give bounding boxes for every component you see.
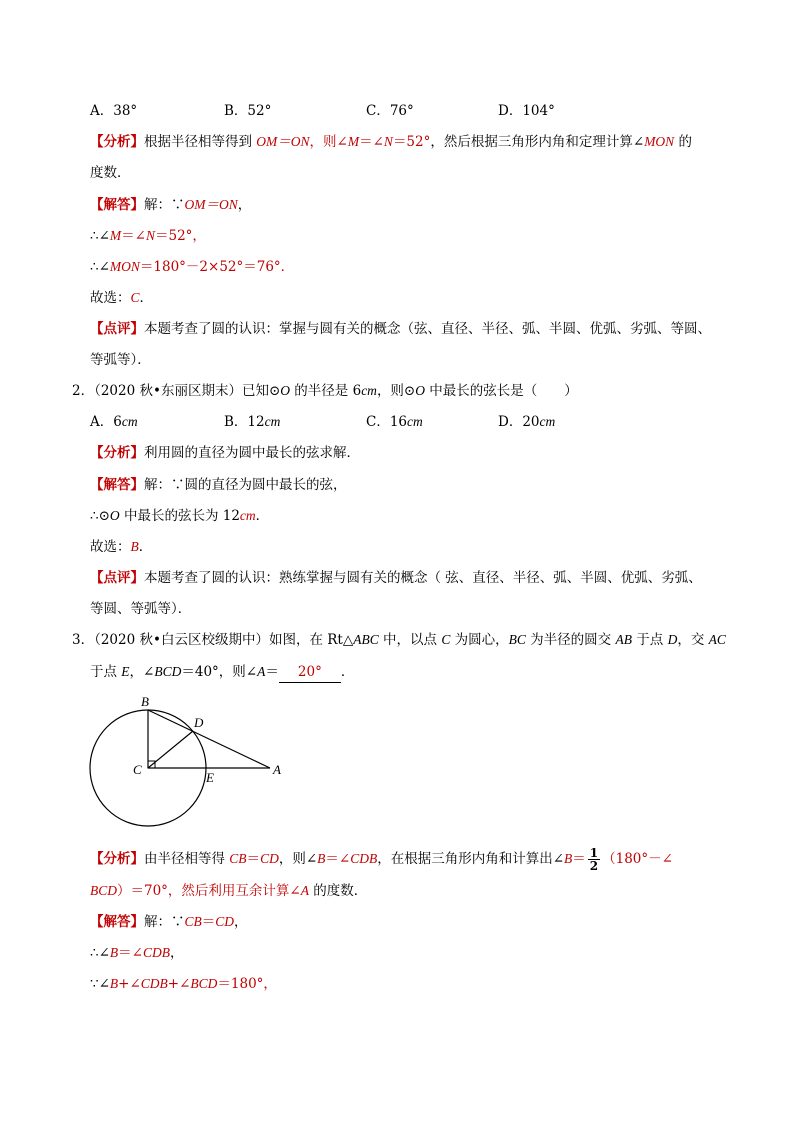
q2-option-c: [366, 412, 423, 432]
text: 的半径是 6: [290, 383, 362, 399]
text: AC: [708, 632, 726, 647]
label-b: B: [141, 694, 149, 709]
label-c: C: [133, 762, 142, 777]
text: cm: [239, 508, 256, 523]
text: 解：∵圆的直径为圆中最长的弦，: [144, 477, 347, 493]
text: ，: [237, 197, 252, 213]
text: M: [109, 228, 122, 243]
text: 解：∵: [144, 197, 185, 213]
q1-analysis-line2: 度数．: [90, 165, 131, 181]
text: ＝: [572, 851, 586, 867]
text: cm: [121, 414, 138, 429]
q1-comment-line1: [90, 319, 711, 339]
text: ）＝70°，然后利用互余计算∠: [117, 883, 301, 899]
text: CDB: [350, 851, 378, 866]
q2-analysis: [90, 443, 360, 463]
text: O: [415, 383, 425, 398]
text: ．: [340, 664, 355, 680]
text: O: [109, 508, 120, 523]
label-d: D: [194, 715, 204, 730]
text: D．20: [498, 414, 540, 430]
text: 根据半径相等得到: [144, 134, 257, 150]
q1-analysis-line1: [90, 132, 692, 152]
text: ，: [169, 945, 184, 961]
text: ，交: [677, 632, 709, 648]
text: 中最长的弦长是（ ）: [425, 383, 578, 399]
text: ＝40°，则∠: [181, 664, 258, 680]
text: OM＝ON: [256, 134, 310, 149]
label-e: E: [206, 770, 214, 785]
text: ，则∠: [309, 134, 348, 150]
comment-tag: 【点评】: [90, 570, 144, 586]
text: 本题考查了圆的认识：熟练掌握与圆有关的概念（ 弦、直径、半径、弧、半圆、优弧、劣弧、: [144, 570, 702, 586]
q2-option-d: [498, 412, 555, 432]
text: A: [300, 883, 309, 898]
solution-tag: 【解答】: [90, 914, 144, 930]
text: 中最长的弦长为 12: [119, 508, 240, 524]
text: AB: [615, 632, 632, 647]
text: ，在根据三角形内角和计算出∠: [377, 851, 565, 867]
text: CB: [229, 851, 247, 866]
comment-tag: 【点评】: [90, 321, 144, 337]
q3-stem-line1: [72, 630, 726, 650]
text: ＝∠: [325, 851, 351, 867]
text: ＝∠: [118, 945, 143, 961]
q2-comment-line1: [90, 568, 702, 588]
text: 的: [674, 134, 692, 150]
text: ＝: [201, 914, 216, 930]
text: 为圆心，: [450, 632, 509, 648]
text: MON: [644, 134, 675, 149]
geometry-figure: [80, 690, 300, 830]
analysis-tag: 【分析】: [90, 134, 144, 150]
text: 于点: [90, 664, 122, 680]
text: 的度数．: [309, 883, 368, 899]
text: BC: [508, 632, 526, 647]
text: ＝180°，: [217, 976, 277, 992]
q1-option-c: C．76°: [366, 103, 414, 119]
analysis-tag: 【分析】: [90, 851, 144, 867]
q2-stem: [72, 381, 578, 401]
text: B: [317, 851, 326, 866]
q2-solution-line1: [90, 475, 347, 495]
text: C．16: [366, 414, 408, 430]
text: cm: [264, 414, 281, 429]
q1-solution-line2: [90, 226, 206, 246]
text: ∴∠: [90, 259, 110, 275]
text: CD: [260, 851, 279, 866]
text: ，: [234, 914, 248, 930]
question-number: 2．: [72, 383, 95, 399]
q1-solution-line1: [90, 195, 251, 215]
q3-solution-line3: [90, 974, 277, 994]
text: ∴∠: [90, 228, 110, 244]
text: ，则∠: [278, 851, 318, 867]
text: （180°－∠: [602, 851, 673, 867]
question-number: 3．: [72, 632, 95, 648]
text: ∵∠: [90, 976, 110, 992]
text: ＝52°，: [154, 228, 206, 244]
text: B: [130, 539, 139, 554]
analysis-tag: 【分析】: [90, 445, 144, 461]
fraction-half: [588, 847, 600, 872]
q3-solution-line1: [90, 912, 248, 932]
text: 利用圆的直径为圆中最长的弦求解．: [144, 445, 360, 461]
text: B: [109, 945, 119, 960]
text: BCD: [190, 976, 218, 991]
text: cm: [361, 383, 377, 398]
q1-option-d: D．104°: [498, 103, 555, 119]
q1-option-b: B．52°: [224, 103, 272, 119]
text: ∴∠: [90, 945, 110, 961]
text: ．: [139, 290, 154, 306]
q1-comment-line2: 等弧等）．: [90, 352, 151, 368]
answer-blank: 20°: [279, 662, 341, 683]
text: B: [109, 976, 119, 991]
q3-solution-line2: [90, 943, 183, 963]
text: +∠: [118, 976, 141, 992]
text: C: [130, 290, 140, 305]
q1-option-a: A．38°: [90, 103, 138, 119]
text: 为半径的圆交: [525, 632, 616, 648]
solution-tag: 【解答】: [90, 477, 144, 493]
text: 本题考查了圆的认识：掌握与圆有关的概念（弦、直径、半径、弧、半圆、优弧、劣弧、等圆、: [144, 321, 711, 337]
text: B．12: [224, 414, 265, 430]
q1-solution-line4: [90, 288, 153, 308]
text: N: [145, 228, 155, 243]
text: B: [564, 851, 573, 866]
text: （2020 秋•东丽区期末）已知⊙: [94, 383, 281, 399]
segment-ba: [148, 710, 270, 768]
q1-solution-line3: [90, 257, 294, 277]
q2-comment-line2: 等圆、等弧等）．: [90, 601, 192, 617]
text: +∠: [167, 976, 191, 992]
text: （2020 秋•白云区校级期中）如图，在 Rt△: [94, 632, 354, 648]
text: CDB: [142, 945, 170, 960]
text: BCD: [154, 664, 182, 679]
text: BCD: [90, 883, 117, 898]
text: ＝: [265, 664, 279, 680]
text: M: [347, 134, 360, 149]
text: ∴⊙: [90, 508, 110, 524]
fraction-numerator: 1: [589, 846, 599, 860]
text: 解：∵: [144, 914, 185, 930]
text: MON: [109, 259, 140, 274]
text: cm: [539, 414, 556, 429]
text: ＝∠: [121, 228, 146, 244]
text: D: [667, 632, 678, 647]
text: 故选：: [90, 290, 131, 306]
q2-option-b: [224, 412, 280, 432]
text: N: [383, 134, 393, 149]
text: cm: [407, 414, 423, 429]
text: ，然后根据三角形内角和定理计算∠: [430, 134, 645, 150]
text: ，则⊙: [376, 383, 416, 399]
label-a: A: [273, 762, 281, 777]
text: O: [280, 383, 291, 398]
solution-tag: 【解答】: [90, 197, 144, 213]
text: 故选：: [90, 539, 131, 555]
text: ．: [138, 539, 153, 555]
text: ＝∠: [359, 134, 384, 150]
text: ＝180°－2×52°＝76°．: [139, 259, 295, 275]
text: ABC: [353, 632, 379, 647]
text: A．6: [90, 414, 122, 430]
text: 于点: [631, 632, 668, 648]
q2-solution-line2: [90, 506, 269, 526]
q3-analysis-line2: [90, 881, 367, 901]
text: ，∠: [129, 664, 155, 680]
q3-stem-line2: [90, 662, 354, 683]
text: CB: [184, 914, 202, 929]
text: 中，以点: [378, 632, 442, 648]
text: E: [121, 664, 130, 679]
q2-option-a: [90, 412, 138, 432]
fraction-denominator: 2: [589, 859, 599, 873]
text: C: [441, 632, 451, 647]
text: ＝: [246, 851, 261, 867]
text: ．: [255, 508, 270, 524]
text: A: [257, 664, 266, 679]
text: CDB: [140, 976, 168, 991]
text: CD: [215, 914, 235, 929]
q2-solution-line3: [90, 537, 152, 557]
text: ＝52°: [392, 134, 431, 150]
q3-analysis-line1: [90, 847, 673, 872]
text: OM＝ON: [184, 197, 238, 212]
text: 由半径相等得: [144, 851, 230, 867]
